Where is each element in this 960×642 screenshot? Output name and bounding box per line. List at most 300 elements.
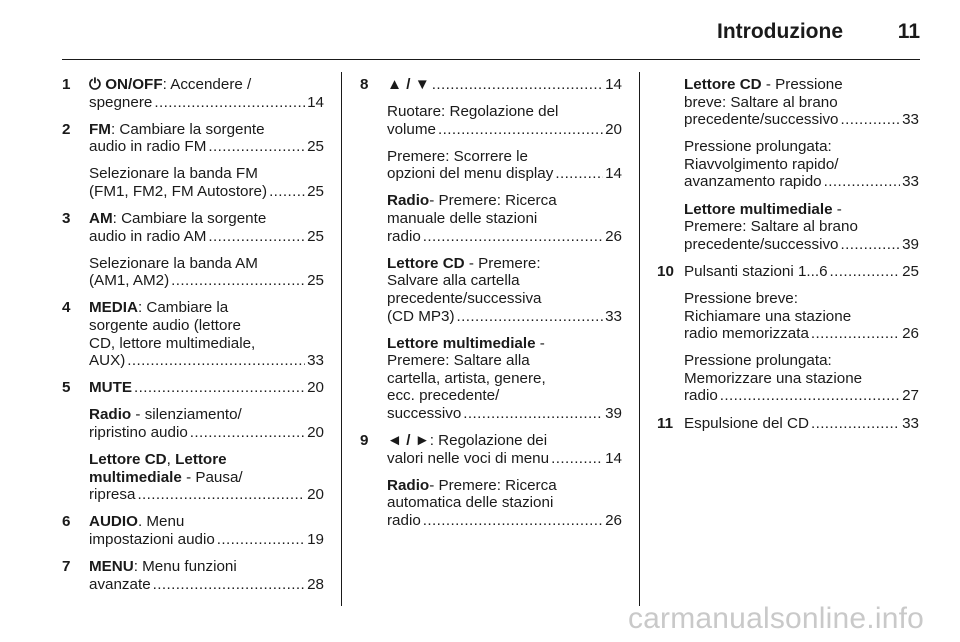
line-text: [684, 218, 858, 235]
index-entry: [360, 76, 622, 432]
line-text: [684, 201, 842, 218]
line-description: spegnere: [89, 93, 153, 111]
line-text: [387, 165, 553, 183]
line-text: [89, 469, 243, 486]
leader-dots: [190, 424, 305, 442]
line-description: radio memorizzata: [684, 325, 809, 343]
entry-line: [684, 94, 919, 112]
control-label: AM: [89, 210, 113, 228]
page-reference: 14: [605, 76, 622, 93]
line-description: ripresa: [89, 486, 136, 504]
entry-body: [684, 415, 919, 442]
line-description: : Regolazione dei: [429, 432, 548, 450]
page-reference: 25: [307, 182, 324, 200]
page-reference: 20: [605, 120, 622, 138]
page-reference: 14: [307, 93, 324, 111]
line-text: [684, 94, 838, 111]
line-text: [684, 308, 851, 325]
line-description: radio: [387, 511, 421, 529]
entry-paragraph: [684, 290, 919, 343]
line-text: [387, 512, 421, 530]
leader-dots: [551, 450, 603, 468]
line-text: [89, 299, 228, 316]
header-rule: [62, 59, 920, 60]
entry-number: 11: [657, 414, 674, 432]
entry-line: [89, 513, 324, 531]
control-label: MUTE: [89, 379, 133, 397]
entry-paragraph: [684, 263, 919, 281]
entry-paragraph: [89, 513, 324, 548]
entry-number: 6: [62, 513, 71, 531]
entry-line: [684, 387, 919, 405]
line-description: ripristino audio: [89, 424, 188, 441]
line-description: Richiamare una stazione: [684, 307, 852, 325]
entry-paragraph: [387, 255, 622, 325]
entry-line: [684, 201, 919, 219]
line-description: breve: Saltare al brano: [684, 93, 838, 111]
entry-line: [89, 255, 324, 273]
line-text: [684, 325, 809, 343]
line-description: : Cambiare la sorgente: [112, 210, 267, 228]
leader-dots: [208, 138, 305, 156]
page-reference: 33: [902, 414, 919, 432]
index-entry: [62, 121, 324, 210]
entry-line: [684, 111, 919, 129]
entry-number: 7: [62, 558, 71, 576]
entry-paragraph: [387, 335, 622, 423]
line-text: [387, 494, 553, 511]
line-description: manuale delle stazioni: [387, 210, 538, 228]
control-label: AUDIO: [89, 513, 138, 531]
control-label: Lettore multimediale: [387, 334, 536, 352]
line-description: Espulsione del CD: [684, 414, 809, 432]
entry-paragraph: [89, 451, 324, 504]
line-text: [387, 148, 528, 165]
entry-line: [89, 272, 324, 290]
page-number: 11: [897, 20, 920, 43]
entry-paragraph: [89, 121, 324, 156]
line-text: [89, 272, 169, 290]
leader-dots: [137, 486, 305, 504]
entry-body: [89, 76, 324, 121]
watermark: carmanualsonline.info: [627, 602, 924, 635]
entry-line: [387, 450, 622, 468]
entry-line: [684, 352, 919, 370]
entry-paragraph: [387, 477, 622, 530]
entry-line: [387, 290, 622, 308]
page-reference: 20: [307, 486, 324, 504]
leader-dots: [269, 183, 305, 201]
line-text: [387, 352, 530, 369]
entry-number: 9: [360, 432, 369, 450]
line-text: [89, 335, 255, 352]
entry-paragraph: [684, 352, 919, 405]
line-description: - Pressione: [761, 76, 843, 93]
column-divider: [639, 72, 640, 606]
page-reference: 25: [902, 262, 919, 280]
page-reference: 26: [605, 511, 622, 529]
line-text: [387, 103, 558, 120]
line-text: [684, 236, 839, 254]
line-text: [89, 183, 267, 201]
entry-line: [684, 263, 919, 281]
line-text: [89, 94, 152, 112]
line-text: [89, 576, 151, 594]
entry-line: [387, 512, 622, 530]
line-description: Pulsanti stazioni 1...6: [684, 262, 828, 280]
line-text: [89, 486, 135, 504]
index-entry: [62, 76, 324, 121]
page-reference: 20: [307, 424, 324, 441]
leader-dots: [432, 76, 603, 94]
control-label: Radio: [387, 476, 430, 494]
control-label: FM: [89, 120, 111, 138]
control-label: multimediale: [89, 468, 182, 486]
control-label: ◄ / ►: [387, 432, 430, 450]
line-description: : Cambiare la: [137, 299, 229, 317]
index-entry: [657, 415, 919, 442]
entry-line: [684, 138, 919, 156]
line-text: [387, 255, 541, 272]
entry-line: [387, 165, 622, 183]
line-description: ecc. precedente/: [387, 387, 500, 405]
control-label: MENU: [89, 558, 134, 576]
entry-line: [89, 576, 324, 594]
entry-line: [684, 76, 919, 94]
entry-line: [89, 210, 324, 228]
line-description: Memorizzare una stazione: [684, 369, 863, 387]
entry-line: [684, 325, 919, 343]
line-text: [89, 228, 206, 246]
entry-line: [387, 228, 622, 246]
entry-line: [89, 352, 324, 370]
entry-line: [387, 272, 622, 290]
entry-body: [89, 379, 324, 513]
line-text: [684, 173, 822, 191]
page-reference: 33: [902, 173, 919, 191]
entry-paragraph: [89, 165, 324, 200]
line-text: [89, 531, 215, 549]
page-reference: 26: [902, 325, 919, 343]
line-text: [89, 558, 237, 575]
entry-body: [89, 299, 324, 379]
line-description: - Pausa/: [181, 468, 243, 486]
line-text: [89, 513, 184, 530]
line-description: impostazioni audio: [89, 530, 215, 548]
line-text: [387, 308, 455, 326]
entry-number: 4: [62, 299, 71, 317]
line-description: Selezionare la banda FM: [89, 165, 258, 183]
entry-line: [89, 76, 324, 94]
leader-dots: [463, 405, 603, 423]
line-text: [387, 272, 520, 289]
entry-line: [89, 486, 324, 504]
index-entry: [657, 76, 919, 263]
entry-line: [89, 165, 324, 183]
line-description: (AM1, AM2): [89, 272, 170, 290]
line-text: [387, 450, 549, 468]
line-description: sorgente audio (lettore: [89, 317, 241, 335]
entry-line: [387, 210, 622, 228]
page-reference: 26: [605, 227, 622, 245]
entry-line: [684, 173, 919, 191]
line-text: [684, 138, 832, 155]
entry-number: 3: [62, 210, 71, 228]
leader-dots: [134, 379, 305, 397]
line-description: Pressione prolungata:: [684, 352, 832, 370]
entry-paragraph: [89, 76, 324, 111]
control-label: ⏻ ON/OFF: [89, 76, 163, 93]
entry-line: [89, 138, 324, 156]
line-description: (CD MP3): [387, 307, 455, 325]
entry-line: [387, 352, 622, 370]
line-description: Selezionare la banda AM: [89, 254, 258, 272]
page-reference: 33: [902, 111, 919, 129]
entry-line: [387, 432, 622, 450]
line-description: precedente/successivo: [684, 235, 839, 253]
line-text: [89, 138, 206, 156]
leader-dots: [811, 325, 900, 343]
index-entry: [62, 513, 324, 558]
control-label: Radio: [387, 192, 430, 210]
line-text: [387, 76, 430, 94]
entry-paragraph: [387, 192, 622, 245]
leader-dots: [217, 531, 305, 549]
line-text: [89, 76, 251, 93]
entry-body: [387, 76, 622, 432]
line-text: [89, 121, 265, 138]
page-reference: 25: [307, 227, 324, 245]
entry-body: [684, 76, 919, 263]
entry-line: [387, 370, 622, 388]
line-description: . Menu: [137, 513, 185, 531]
index-entry: [62, 558, 324, 603]
control-label: Lettore CD: [387, 254, 465, 272]
entry-body: [89, 513, 324, 558]
line-description: automatica delle stazioni: [387, 494, 554, 512]
control-label: MEDIA: [89, 299, 138, 317]
entry-body: [387, 432, 622, 539]
line-description: valori nelle voci di menu: [387, 449, 550, 467]
line-text: [387, 228, 421, 246]
entry-line: [387, 148, 622, 166]
line-text: [387, 387, 499, 404]
line-text: [387, 477, 557, 494]
page-reference: 27: [902, 387, 919, 405]
entry-line: [89, 183, 324, 201]
column-3: [657, 76, 919, 442]
entry-paragraph: [89, 558, 324, 593]
entry-paragraph: [89, 255, 324, 290]
line-text: [387, 335, 545, 352]
line-text: [684, 352, 832, 369]
entry-line: [684, 415, 919, 433]
line-text: [89, 317, 241, 334]
entry-line: [89, 451, 324, 469]
line-description: Premere: Scorrere le: [387, 147, 528, 165]
page-reference: 39: [902, 235, 919, 253]
line-text: [684, 415, 809, 433]
entry-line: [89, 228, 324, 246]
entry-number: 2: [62, 120, 71, 138]
line-text: [89, 352, 125, 370]
line-text: [89, 406, 242, 423]
entry-body: [89, 210, 324, 299]
entry-paragraph: [684, 138, 919, 191]
leader-dots: [127, 352, 305, 370]
page-title: Introduzione: [717, 20, 843, 43]
entry-line: [89, 299, 324, 317]
control-label: Lettore multimediale: [684, 200, 833, 218]
entry-paragraph: [387, 76, 622, 94]
leader-dots: [154, 94, 305, 112]
entry-number: 10: [657, 262, 674, 280]
line-description: - Premere:: [464, 254, 541, 272]
entry-paragraph: [387, 103, 622, 138]
index-entry: [62, 210, 324, 299]
line-description: avanzate: [89, 575, 151, 593]
entry-paragraph: [684, 415, 919, 433]
line-description: precedente/successiva: [387, 289, 542, 307]
entry-line: [89, 424, 324, 442]
entry-line: [684, 218, 919, 236]
line-description: cartella, artista, genere,: [387, 369, 546, 387]
line-description: Premere: Saltare al brano: [684, 218, 858, 236]
line-text: [89, 424, 188, 442]
line-description: -: [832, 200, 842, 218]
entry-paragraph: [387, 148, 622, 183]
leader-dots: [438, 121, 603, 139]
line-description: Ruotare: Regolazione del: [387, 103, 559, 121]
page-reference: 33: [605, 307, 622, 325]
leader-dots: [208, 228, 305, 246]
line-description: opzioni del menu display: [387, 165, 554, 183]
page-reference: 28: [307, 575, 324, 593]
line-text: [387, 370, 546, 387]
leader-dots: [841, 111, 901, 129]
line-description: - silenziamento/: [131, 406, 242, 424]
control-label: Lettore CD: [89, 451, 167, 469]
line-text: [684, 290, 798, 307]
entry-body: [89, 121, 324, 210]
entry-paragraph: [387, 432, 622, 467]
line-description: AUX): [89, 352, 126, 370]
column-2: [360, 76, 622, 539]
line-text: [387, 121, 436, 139]
leader-dots: [811, 415, 900, 433]
column-divider: [341, 72, 342, 606]
leader-dots: [457, 308, 604, 326]
entry-line: [89, 94, 324, 112]
page-reference: 25: [307, 272, 324, 290]
line-text: [387, 192, 557, 209]
entry-line: [387, 76, 622, 94]
line-text: [684, 156, 839, 173]
line-description: radio: [387, 227, 421, 245]
entry-line: [387, 405, 622, 423]
entry-line: [89, 121, 324, 139]
entry-line: [684, 290, 919, 308]
entry-paragraph: [89, 406, 324, 441]
leader-dots: [171, 272, 305, 290]
entry-line: [387, 255, 622, 273]
leader-dots: [841, 236, 901, 254]
entry-line: [387, 477, 622, 495]
line-text: [684, 76, 843, 93]
line-text: [89, 451, 227, 468]
leader-dots: [423, 228, 603, 246]
page-reference: 20: [307, 379, 324, 397]
line-description: : Menu funzioni: [133, 558, 237, 576]
control-label: Radio: [89, 406, 132, 424]
leader-dots: [153, 576, 305, 594]
page-header: [0, 0, 960, 62]
entry-line: [89, 379, 324, 397]
line-description: radio: [684, 387, 718, 405]
page-reference: 25: [307, 138, 324, 156]
entry-body: [89, 558, 324, 603]
line-description: Pressione prolungata:: [684, 138, 832, 156]
leader-dots: [830, 263, 901, 281]
entry-paragraph: [684, 76, 919, 129]
entry-number: 5: [62, 379, 71, 397]
line-description: successivo: [387, 405, 462, 422]
line-description: Salvare alla cartella: [387, 272, 520, 290]
entry-number: [657, 76, 684, 263]
leader-dots: [720, 387, 900, 405]
entry-paragraph: [89, 379, 324, 397]
line-description: Pressione breve:: [684, 289, 798, 307]
line-description: : Accendere /: [162, 76, 252, 93]
line-description: Premere: Saltare alla: [387, 352, 530, 370]
line-text: [387, 432, 547, 449]
entry-paragraph: [89, 299, 324, 369]
line-description: - Premere: Ricerca: [429, 476, 557, 494]
leader-dots: [423, 512, 603, 530]
line-text: [684, 387, 718, 405]
leader-dots: [824, 173, 900, 191]
entry-line: [387, 308, 622, 326]
entry-line: [89, 558, 324, 576]
entry-line: [89, 335, 324, 353]
index-entry: [360, 432, 622, 539]
index-entry: [62, 379, 324, 513]
line-text: [89, 255, 258, 272]
entry-line: [89, 406, 324, 424]
control-label: Lettore: [175, 451, 227, 469]
page-reference: 39: [605, 405, 622, 422]
page-reference: 33: [307, 352, 324, 370]
control-label: ▲ / ▼: [387, 76, 430, 93]
entry-line: [684, 156, 919, 174]
line-text: [684, 370, 862, 387]
entry-line: [89, 531, 324, 549]
page-reference: 14: [605, 165, 622, 183]
column-1: [62, 76, 324, 603]
leader-dots: [555, 165, 603, 183]
entry-line: [684, 370, 919, 388]
line-description: audio in radio FM: [89, 138, 207, 156]
entry-body: [684, 263, 919, 415]
entry-line: [387, 103, 622, 121]
index-entry: [62, 299, 324, 379]
entry-number: 8: [360, 76, 369, 93]
entry-line: [684, 236, 919, 254]
line-description: CD, lettore multimediale,: [89, 334, 256, 352]
entry-line: [89, 469, 324, 487]
index-entry: [657, 263, 919, 415]
control-label: Lettore CD: [684, 76, 762, 93]
